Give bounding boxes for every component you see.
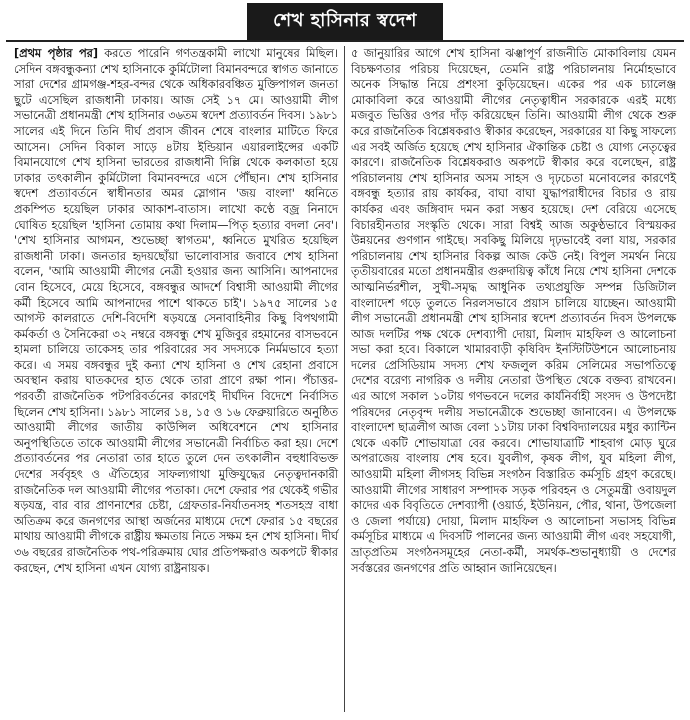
right-column-text: ৫ জানুয়ারির আগে শেখ হাসিনা ঝঞ্ঝাপূর্ণ রাজনীতি মোকাবিলায় যেমন বিচক্ষণতার পরিচয় দিয়েছেন, তেমনি রাষ্ট্র পরিচালনায় নির্মোহভাবে অনেক সিদ্ধান্ত নিয়ে প্রশংসা কুড়িয়েছেন। একের পর এক চ্যালেঞ্জ মোকাবিলা করে আওয়ামী লীগের নেতৃত্বাধীন সরকারকে এরই মধ্যে মজবুত ভিত্তির ওপর দাঁড় করিয়েছেন তিনি। আওয়ামী লীগ থেকে শুরু করে রাজনৈতিক বিশ্লেষকরাও স্বীকার করেছেন, সরকারের যা কিছু সাফল্যে এর সবই অর্জিত হয়েছে শেখ হাসিনার ঐকান্তিক চেষ্টা ও যোগ্য নেতৃত্বের কারণে। রাজনৈতিক বিশ্লেষকরাও অকপটে স্বীকার করে বলেছেন, রাষ্ট্র পরিচালনায় শেখ হাসিনার অসম সাহস ও দৃঢ়চেতা মনোবলের কারণেই বঙ্গবন্ধু হত্যার রায় কার্যকর, বাঘা বাঘা যুদ্ধাপরাধীদের বিচার ও রায় কার্যকর এবং জঙ্গিবাদ দমন করা সম্ভব হয়েছে। দেশ বেরিয়ে এসেছে বিচারহীনতার সংস্কৃতি থেকে। সারা বিশ্বই আজ অকুণ্ঠভাবে বিস্ময়কর উন্নয়নের গুণগান গাইছে। সবকিছু মিলিয়ে দৃঢ়ভাবেই বলা যায়, সরকার পরিচালনায় শেখ হাসিনার বিকল্প আজ কেউ নেই। বিপুল সমর্থন নিয়ে তৃতীয়বারের মতো প্রধানমন্ত্রীর গুরুদায়িত্ব কাঁধে নিয়ে শেখ হাসিনা দেশকে আত্মনির্ভরশীল, সুখী-সমৃদ্ধ আধুনিক তথ্যপ্রযুক্তি সম্পন্ন ডিজিটাল বাংলাদেশ গড়ে তুলতে নিরলসভাবে প্রয়াস চালিয়ে যাচ্ছেন। আওয়ামী লীগ সভানেত্রী প্রধানমন্ত্রী শেখ হাসিনার স্বদেশ প্রত্যাবর্তন দিবস উপলক্ষে আজ দলটির পক্ষ থেকে দেশব্যাপী দোয়া, মিলাদ মাহফিল ও আলোচনা সভা করা হবে। বিকালে খামারবাড়ী কৃষিবিদ ইনস্টিটিউশনে আলোচনায় দলের প্রেসিডিয়াম সদস্য শেখ ফজলুল করিম সেলিমের সভাপতিত্বে দেশের বরেণ্য নাগরিক ও দলীয় নেতারা উপস্থিত থেকে বক্তব্য রাখবেন। এর আগে সকাল ১০টায় গণভবনে দলের কার্যনির্বাহী সংসদ ও উপদেষ্টা পরিষদের নেতৃবৃন্দ দলীয় সভানেত্রীকে শুভেচ্ছা জানাবেন। এ উপলক্ষে বাংলাদেশ ছাত্রলীগ আজ বেলা ১১টায় ঢাকা বিশ্ববিদ্যালয়ের মধুর ক্যান্টিন থেকে একটি শোভাযাত্রা বের করবে। শোভাযাত্রাটি শাহবাগ মোড় ঘুরে অপরাজেয় বাংলায় শেষ হবে। যুবলীগ, কৃষক লীগ, যুব মহিলা লীগ, আওয়ামী মহিলা লীগসহ বিভিন্ন সংগঠন বিস্তারিত কর্মসূচি গ্রহণ করেছে। আওয়ামী লীগের সাধারণ সম্পাদক সড়ক পরিবহন ও সেতুমন্ত্রী ওবায়দুল কাদের এক বিবৃতিতে দেশব্যাপী (ওয়ার্ড, ইউনিয়ন, পৌর, থানা, উপজেলা ও জেলা পর্যায়ে) দোয়া, মিলাদ মাহফিল ও আলোচনা সভাসহ বিভিন্ন কর্মসূচির মাধ্যমে এ দিবসটি পালনের জন্য আওয়ামী লীগ এবং সহযোগী, ভ্রাতৃপ্রতিম সংগঠনসমূহের নেতা-কর্মী, সমর্থক-শুভানুধ্যায়ী ও দেশের সর্বস্তরের জনগণের প্রতি আহ্বান জানিয়েছেন। — [351, 47, 676, 575]
left-column — [8, 46, 345, 712]
left-paragraph — [14, 46, 338, 576]
article-body — [8, 46, 682, 712]
headline: শেখ হাসিনার স্বদেশ — [247, 3, 443, 40]
right-column — [345, 46, 682, 712]
headline-bar — [0, 6, 690, 36]
left-column-text: করতে পারেনি গণতন্ত্রকামী লাখো মানুষের মিছিল। সেদিন বঙ্গবন্ধুকন্যা শেখ হাসিনাকে কুর্মিটোলা বিমানবন্দরে স্বাগত জানাতে সারা দেশের গ্রামগঞ্জ-শহর-বন্দর থেকে অধিকারবঞ্চিত মুক্তিপাগল জনতা ছুটে এসেছিল রাজধানী ঢাকায়। আজ সেই ১৭ মে। আওয়ামী লীগ সভানেত্রী প্রধানমন্ত্রী শেখ হাসিনার ৩৬তম স্বদেশ প্রত্যাবর্তন দিবস। ১৯৮১ সালের এই দিনে তিনি দীর্ঘ প্রবাস জীবন শেষে বাংলার মাটিতে ফিরে আসেন। সেদিন বিকাল সাড়ে ৪টায় ইন্ডিয়ান এয়ারলাইন্সের একটি বিমানযোগে শেখ হাসিনা ভারতের রাজধানী দিল্লি থেকে কলকাতা হয়ে ঢাকার তৎকালীন কুর্মিটোলা বিমানবন্দরে এসে পৌঁছান। শেখ হাসিনার স্বদেশ প্রত্যাবর্তনে স্বাধীনতার অমর স্লোগান 'জয় বাংলা' ধ্বনিতে প্রকম্পিত হয়েছিল ঢাকার আকাশ-বাতাস। লাখো কণ্ঠে বজ্র নিনাদে ঘোষিত হয়েছিল 'হাসিনা তোমায় কথা দিলাম—পিতৃ হত্যার বদলা নেব'। 'শেখ হাসিনার আগমন, শুভেচ্ছা স্বাগতম', ধ্বনিতে মুখরিত হয়েছিল রাজধানী ঢাকা। জনতার হৃদয়ছোঁয়া ভালোবাসার জবাবে শেখ হাসিনা বলেন, 'আমি আওয়ামী লীগের নেত্রী হওয়ার জন্য আসিনি। আপনাদের বোন হিসেবে, মেয়ে হিসেবে, বঙ্গবন্ধুর আদর্শে বিশ্বাসী আওয়ামী লীগের কর্মী হিসেবে আমি আপনাদের পাশে থাকতে চাই'। ১৯৭৫ সালের ১৫ আগস্ট কালরাতে দেশি-বিদেশি ষড়যন্ত্রে সেনাবাহিনীর কিছু বিপথগামী কর্মকর্তা ও সৈনিকেরা ৩২ নম্বরে বঙ্গবন্ধু শেখ মুজিবুর রহমানের বাসভবনে হামলা চালিয়ে তাকেসহ তার পরিবারের সব সদস্যকে নির্মমভাবে হত্যা করে। এ সময় বঙ্গবন্ধুর দুই কন্যা শেখ হাসিনা ও শেখ রেহানা প্রবাসে অবস্থান করায় ঘাতকদের হাত থেকে তারা প্রাণে রক্ষা পান। পঁচাত্তর-পরবর্তী রাজনৈতিক পটপরিবর্তনের কারণেই দীর্ঘদিন বিদেশে নির্বাসিত ছিলেন শেখ হাসিনা। ১৯৮১ সালের ১৪, ১৫ ও ১৬ ফেব্রুয়ারিতে অনুষ্ঠিত আওয়ামী লীগের জাতীয় কাউন্সিল অধিবেশনে শেখ হাসিনার অনুপস্থিতিতে তাকে আওয়ামী লীগের সভানেত্রী নির্বাচিত করা হয়। দেশে প্রত্যাবর্তনের পর নেতারা তার হাতে তুলে দেন তৎকালীন বহুধাবিভক্ত দেশের সর্ববৃহৎ ও ঐতিহ্যের সাফল্যগাথা মুক্তিযুদ্ধের নেতৃত্বদানকারী রাজনৈতিক দল আওয়ামী লীগের পতাকা। দেশে ফেরার পর থেকেই গভীর ষড়যন্ত্র, বার বার প্রাণনাশের চেষ্টা, গ্রেফতার-নির্যাতনসহ শতসহস্র বাধা অতিক্রম করে জনগণের আস্থা অর্জনের মাধ্যমে দেশে ফেরার ১৫ বছরের মাথায় আওয়ামী লীগকে রাষ্ট্রীয় ক্ষমতায় নিতে সক্ষম হন শেখ হাসিনা। দীর্ঘ ৩৬ বছরের রাজনৈতিক পথ-পরিক্রমায় ঘোর প্রতিপক্ষরাও অকপটে স্বীকার করছেন, শেখ হাসিনা এখন যোগ্য রাষ্ট্রনায়ক। — [14, 47, 338, 575]
continuation-tag: [প্রথম পৃষ্ঠার পর] — [14, 47, 98, 60]
headline-rule — [6, 40, 684, 42]
